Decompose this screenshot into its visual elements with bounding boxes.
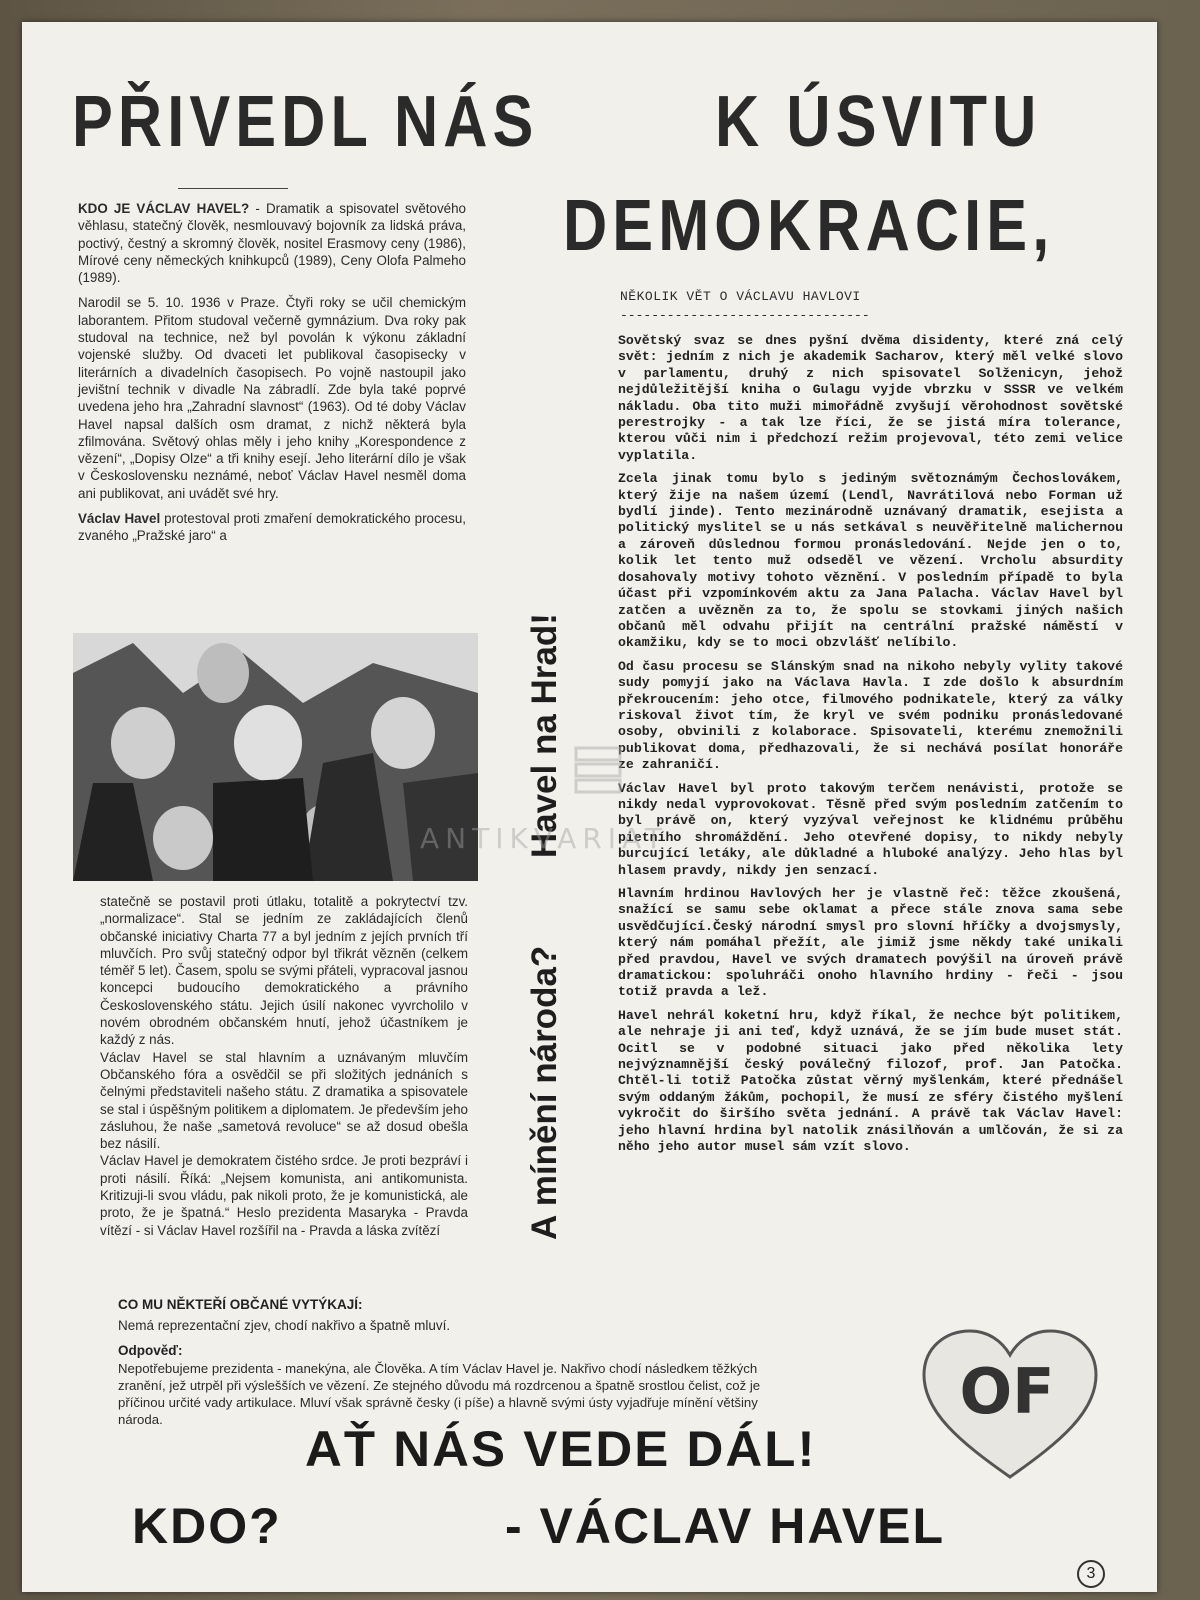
divider <box>178 188 288 189</box>
slogan-answer: Havel na Hrad! <box>525 613 564 859</box>
slogan-question: A mínění národa? <box>525 945 564 1240</box>
resistance-paragraph: statečně se postavil proti útlaku, totalitě a pokrytectví tzv. „normalizace“. Stal se jedním ze zakládajících členů občanské iniciativy Charta 77 a byl jedním z jejích prvních tří mluvčích. Pro svůj statečný odpor byl třikrát vězněn (celkem téměř 5 let). Časem, spolu se svými přáteli, vypracoval jasnou koncepci budoucího demokratického a právního Československého státu. Jejich úsilí nakonec vyvrcholilo v novém obrodném občanském hnutí, jehož účastníkem je každý z nás. <box>100 894 468 1048</box>
spokesman-paragraph: Václav Havel se stal hlavním a uznávaným mluvčím Občanského fóra a osvědčil se při složitých jednáních s čelnými představiteli našeho státu. Z dramatika a spisovatele se stal i úspěšným politikem a diplomatem. Je především jeho zásluhou, že naše „sametová revoluce“ se až dosud obešla bez násilí. <box>100 1049 468 1152</box>
footer-answer: - VÁCLAV HAVEL <box>505 1498 946 1554</box>
right-paragraph: Od času procesu se Slánským snad na nikoho nebyly vylity takové sudy pomyjí jako na Václava Havla. I zde došlo k absurdním překroucením: jeho otce, filmového podnikatele, který za války riskoval život tím, že kryl ve svém podniku pronásledované osoby, obvinili z kolaborace. Spisovateli, kterému znemožnili publikovat doma, předhazovali, že si nechává posílat honoráře ze zahraničí. <box>618 658 1123 773</box>
bio-intro-lead: KDO JE VÁCLAV HAVEL? <box>78 201 250 216</box>
right-column <box>618 333 1123 1163</box>
bio-intro-text: - Dramatik a spisovatel světového věhlasu, statečný člověk, nesmlouvavý bojovník za lidská práva, poctivý, čestný a skromný člověk, nositel Erasmovy ceny (1986), Mírové ceny německých knihkupců (1989), Ceny Olofa Palmeho (1989). <box>78 201 466 286</box>
page-number: 3 <box>1077 1560 1105 1588</box>
left-column-upper <box>78 200 466 553</box>
watermark-text: ANTIKVARIAT <box>420 822 669 855</box>
crowd-photo <box>73 633 478 881</box>
right-paragraph: Zcela jinak tomu bylo s jediným světoznámým Čechoslovákem, který žije na našem území (Lendl, Navrátilová nebo Forman už bydlí jinde). Tento mezinárodně uznávaný dramatik, esejista a politický myslitel se u nás setkával s neuvěřitelně malichernou a zároveň důslednou formou pronásledování. Nejde jen o to, kolik let tento muž odseděl ve vězení. Vrcholu absurdity dosahovaly motivy tohoto věznění. V posledním případě to byla účast při vzpomínkovém aktu za Jana Palacha. Václav Havel byl zatčen a uvězněn za to, že spolu se stovkami jiných našich občanů měl odvahu přijít na centrální pražské náměstí v okamžiku, kdy se to moci obzvlášť nelíbilo. <box>618 471 1123 651</box>
answer-text: Nepotřebujeme prezidenta - manekýna, ale Člověka. A tím Václav Havel je. Nakřivo chodí následkem těžkých zranění, jež utrpěl při výslešších ve vězení. Ze stejného důvodu má rozdrcenou a špatně srostlou čelist, což je příčinou určité vady artikulace. Mluví však správně česky (i píše) a hlavně svými ústy vyjadřuje mínění většiny národa. <box>118 1361 761 1427</box>
right-paragraph: Sovětský svaz se dnes pyšní dvěma disidenty, které zná celý svět: jedním z nich je akademik Sacharov, který měl velké slovo v parlamentu, druhý z nich spisovatel Solženicyn, jehož nejdůležitější kniha o Gulagu vyjde vbrzku v SSSR ve velkém nákladu. Oba tito muži mimořádně zvyšují věrohodnost sovětské perestrojky - a tak lze říci, že se jistá míra tolerance, kterou vůči nim i předchozí režim projevoval, této zemi velice vyplatila. <box>618 333 1123 463</box>
right-paragraph: Václav Havel byl proto takovým terčem nenávisti, protože se nikdy nedal vyprovokovat. Těsně před svým posledním zatčením to byl právě on, který vyzýval veřejnost ke klidnému průběhu pietního shromáždění. Jeho otevřené dopisy, to nikdy nebyly burcující letáky, ale důkladné a hluboké analýzy. Jeho hlas byl hlasem pravdy, nikdy jen senzací. <box>618 780 1123 878</box>
objections-heading: CO MU NĚKTEŘÍ OBČANÉ VYTÝKAJÍ: <box>118 1297 363 1312</box>
headline-line1b: K ÚSVITU <box>715 82 1042 162</box>
right-column-heading: NĚKOLIK VĚT O VÁCLAVU HAVLOVI <box>620 289 861 304</box>
protest-lead: Václav Havel <box>78 511 161 527</box>
bio-paragraph: Narodil se 5. 10. 1936 v Praze. Čtyři roky se učil chemickým laborantem. Přitom studoval večerně gymnázium. Dva roky pak studoval na technice, než byl povolán k výkonu základní vojenské služby. Od dvaceti let publikoval časopisecky v literárních a divadelních časopisech. Po vojně nastoupil jako jevištní technik v divadle Na zábradlí. Zde byla také poprvé uvedena jeho hra „Zahradní slavnost“ (1963). Od té doby Václav Havel napsal dalších osm dramat, z nichž některá byla zfilmována. Světový ohlas měly i jeho knihy „Korespondence z vězení“, „Dopisy Olze“ a tři knihy esejí. Jeho literární dílo je však v Československu neznámé, neboť Václav Havel nesměl doma ani publikovat, ani uvádět své hry. <box>78 295 466 501</box>
protest-text: protestoval proti zmaření demokratického procesu, zvaného „Pražské jaro“ a <box>78 511 466 544</box>
answer-heading: Odpověď: <box>118 1343 183 1358</box>
headline-line2: DEMOKRACIE, <box>563 186 1055 266</box>
footer-question: KDO? <box>132 1498 282 1554</box>
right-paragraph: Hlavním hrdinou Havlových her je vlastně řeč: těžce zkoušená, snažící se samu sebe oklamat a přece stále znova sama sebe usvědčující.Český národní smysl pro slovní hříčky a dvojsmysly, který nám pomáhal přežít, ale jimiž jsme někdy také unikali před pravdou, Havel ve svých dramatech povýšil na úroveň právě dramatickou: spoluhráči onoho hlavního hrdiny - řeči - jsou totiž pravda a lež. <box>618 886 1123 1000</box>
of-logo-text: OF <box>959 1355 1055 1428</box>
protest-paragraph <box>78 510 466 545</box>
watermark-books-icon <box>568 740 628 810</box>
vertical-slogan <box>525 613 565 1240</box>
right-paragraph: Havel nehrál koketní hru, když říkal, že nechce být politikem, ale nehraje ji ani teď, když uznává, že se jím bude muset stát. Ocitl se v podobné situaci jako před několika lety nejvýznamnější český poválečný filozof, prof. Jan Patočka. Chtěl-li totiž Patočka zůstat věrný myšlenkám, které přednášel svým oddaným žákům, pochopil, že musí ze sféry čistého myšlení vykročit do širšího světa jednání. A právě tak Václav Havel: jeho hlavní hrdina byl natolik znásilňován a umlčován, že si za něho jeho autor musel sám vzít slovo. <box>618 1007 1123 1155</box>
right-column-heading-underline: -------------------------------- <box>620 308 870 323</box>
crowd-photo-graphic <box>73 633 478 881</box>
headline-line1a: PŘIVEDL NÁS <box>72 82 539 162</box>
objections-text: Nemá reprezentační zjev, chodí nakřivo a špatně mluví. <box>118 1318 451 1333</box>
footer-slogan: AŤ NÁS VEDE DÁL! <box>305 1421 817 1477</box>
left-column-lower <box>100 893 468 1239</box>
democrat-paragraph: Václav Havel je demokratem čistého srdce. Je proti bezpráví i proti násilí. Říká: „Nejsem komunista, ani antikomunista. Kritizuji-li svou vládu, pak nikoli proto, že je komunistická, ale proto, že je špatná.“ Heslo prezidenta Masaryka - Pravda vítězí - si Václav Havel rozšířil na - Pravda a láska zvítězí <box>100 1153 468 1238</box>
bio-intro <box>78 200 466 286</box>
